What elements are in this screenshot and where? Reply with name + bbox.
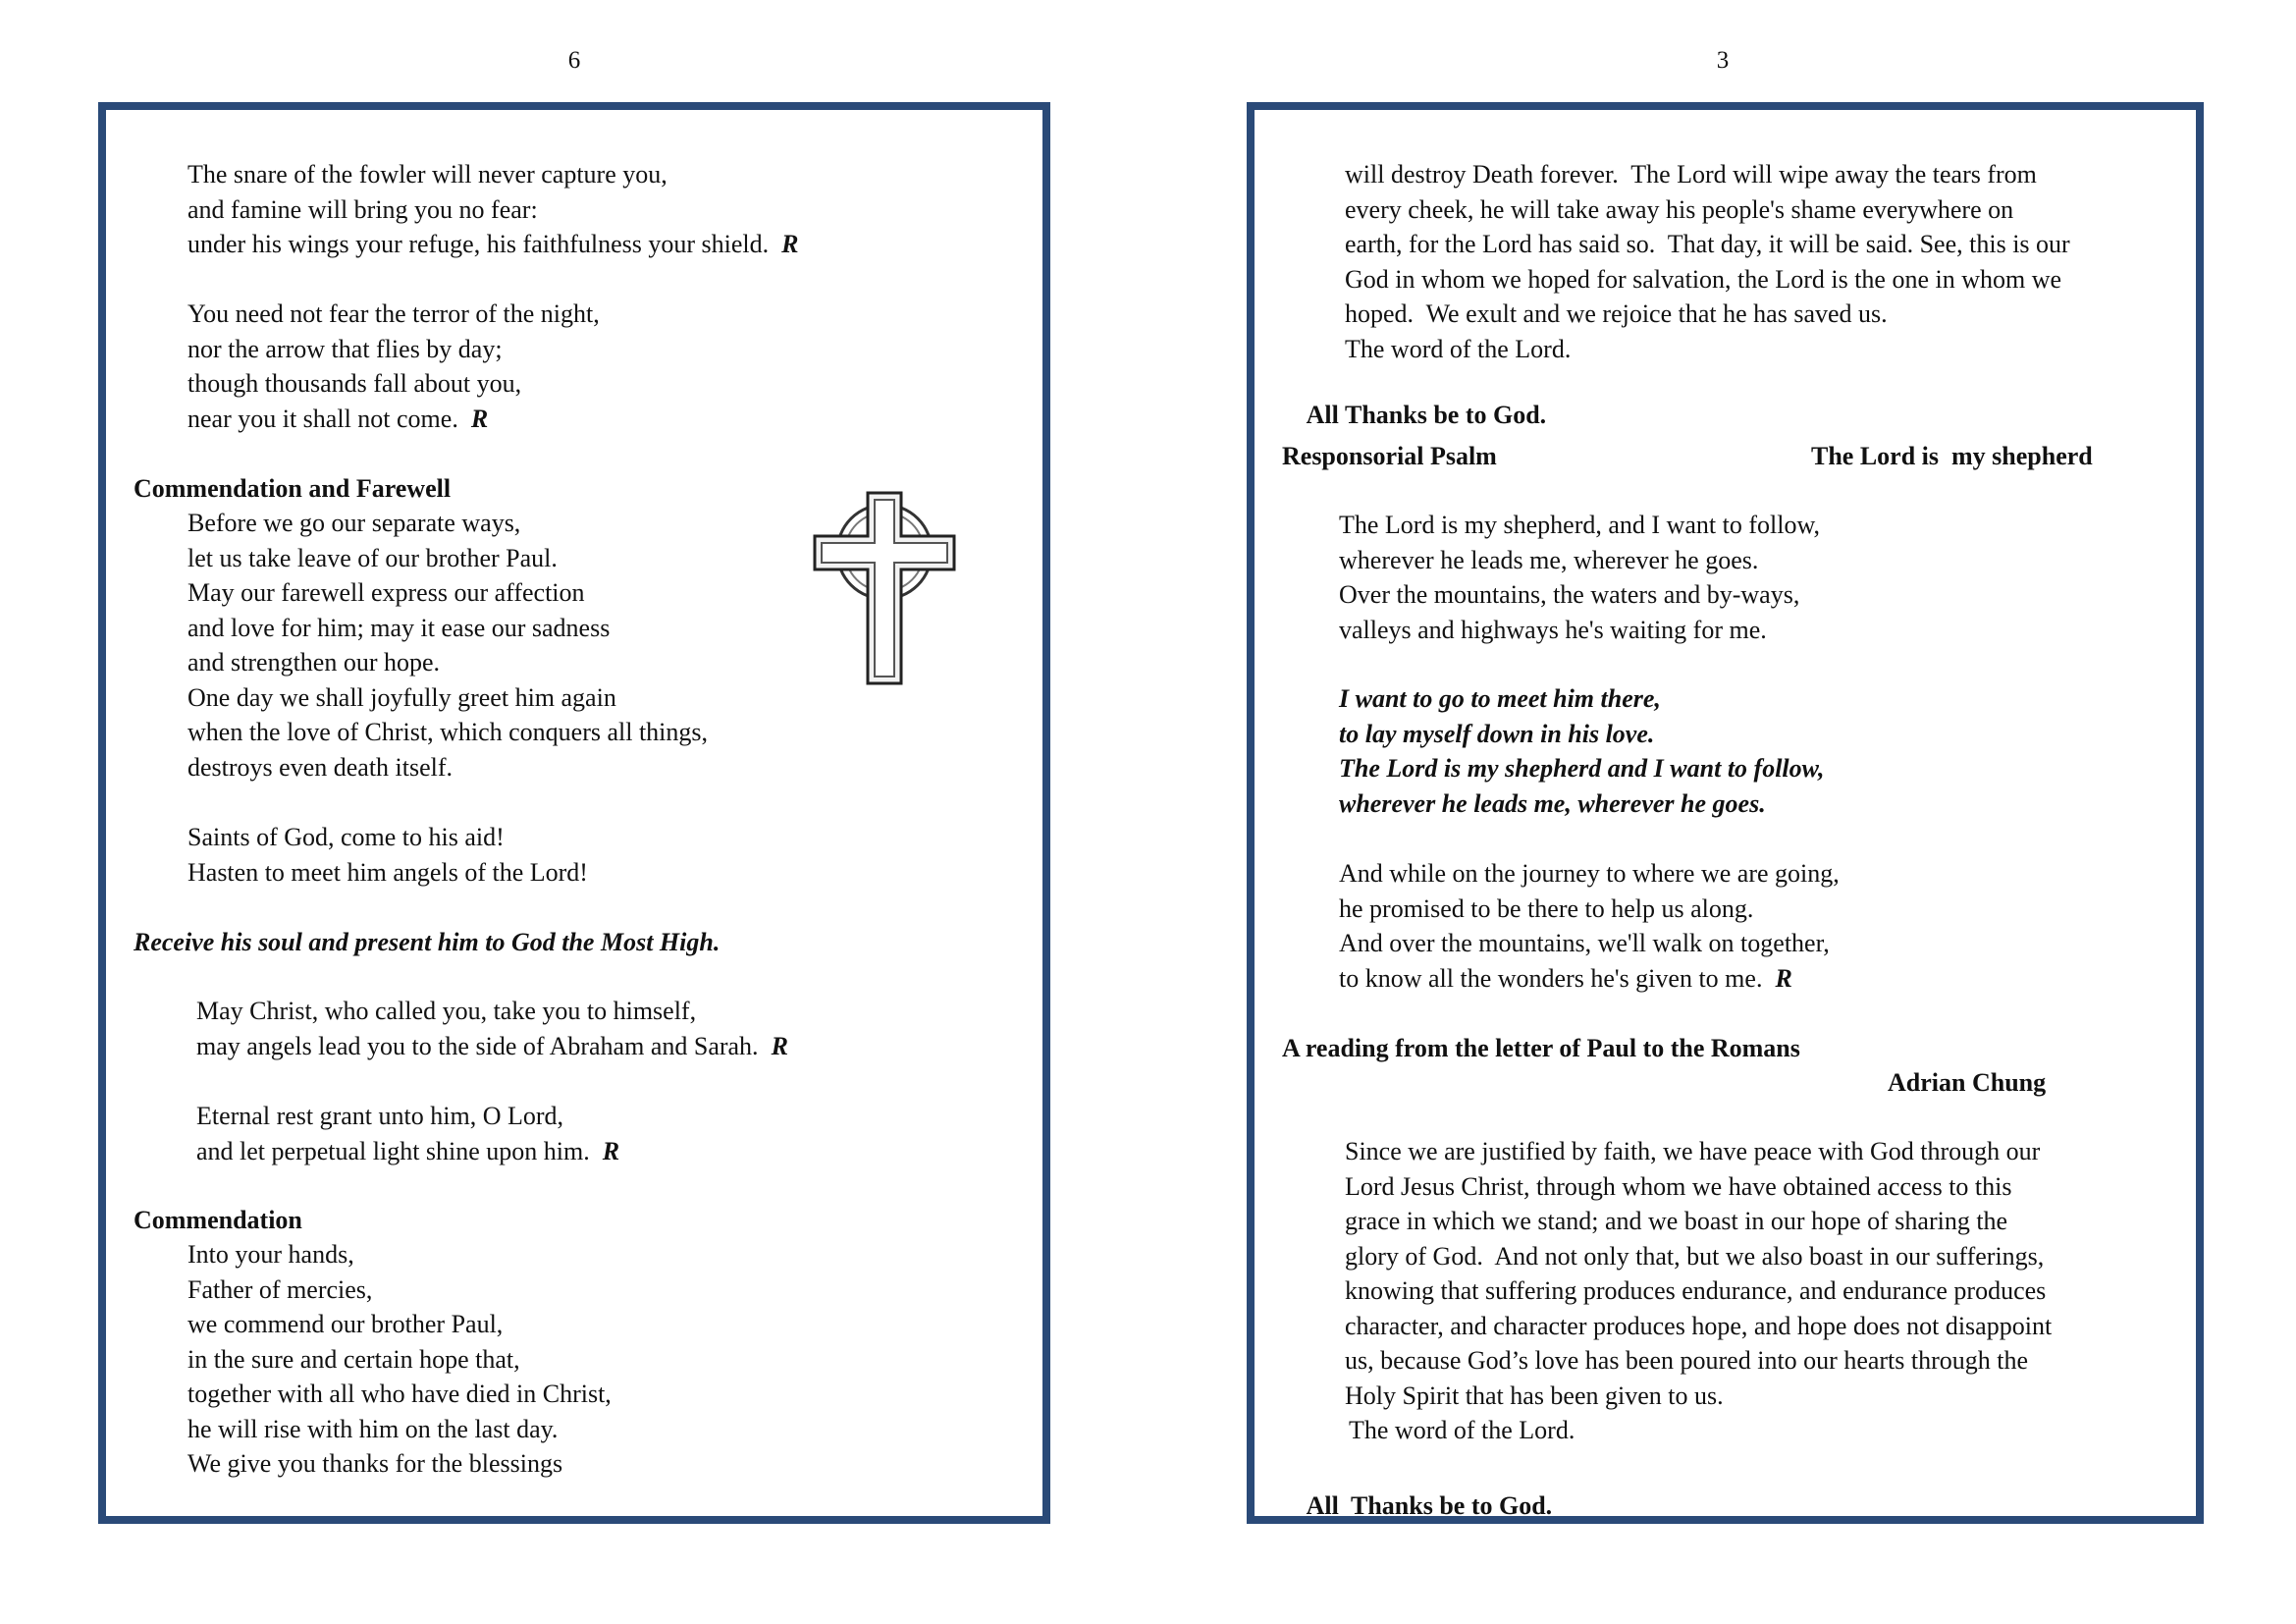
text-line: in the sure and certain hope that,: [187, 1344, 520, 1374]
commendation-farewell-heading: Commendation and Farewell: [133, 474, 452, 503]
text-line: Holy Spirit that has been given to us.: [1345, 1380, 1724, 1410]
text-line: The Lord is my shepherd and I want to follow,: [1339, 754, 1825, 783]
text-line: near you it shall not come. R: [187, 404, 489, 433]
psalm-verse-1: [1339, 508, 2196, 647]
text-line: Since we are justified by faith, we have peace with God through our: [1345, 1137, 2041, 1165]
text-line: May our farewell express our affection: [187, 578, 585, 607]
text-line: And while on the journey to where we are going,: [1339, 859, 1840, 888]
psalm-stanza-2: [187, 297, 1042, 436]
text-line: may angels lead you to the side of Abraham and Sarah. R: [196, 1031, 788, 1060]
text-line: to lay myself down in his love.: [1339, 719, 1655, 748]
first-reading-end: [1345, 157, 2176, 366]
text-line: Saints of God, come to his aid!: [187, 823, 505, 851]
psalm-title: The Lord is my shepherd: [1811, 442, 2093, 470]
response-mark: R: [1775, 963, 1792, 993]
text-line: The word of the Lord.: [1349, 1416, 1575, 1444]
page-number-left: 6: [567, 47, 581, 74]
text-line: let us take leave of our brother Paul.: [187, 543, 558, 572]
text-line: together with all who have died in Christ,: [187, 1380, 612, 1408]
text-line: character, and character produces hope, and hope does not disappoint: [1345, 1311, 2053, 1340]
text-line: knowing that suffering produces endurance, and endurance produces: [1345, 1276, 2047, 1305]
commendation-heading: Commendation: [133, 1206, 302, 1234]
response-mark: R: [771, 1031, 788, 1060]
text-line: under his wings your refuge, his faithfulness your shield. R: [187, 230, 799, 258]
text-line: Into your hands,: [187, 1240, 354, 1269]
text-line: we commend our brother Paul,: [187, 1310, 504, 1338]
text-line: though thousands fall about you,: [187, 369, 522, 398]
booklet-page-3: [1247, 102, 2204, 1524]
text-line: nor the arrow that flies by day;: [187, 334, 503, 363]
text-line: Lord Jesus Christ, through whom we have obtained access to this: [1345, 1171, 2012, 1201]
text-line: us, because God’s love has been poured into our hearts through the: [1345, 1346, 2029, 1375]
text-line: he promised to be there to help us along.: [1339, 893, 1754, 923]
text-line: You need not fear the terror of the night,: [187, 299, 600, 328]
text-line: Before we go our separate ways,: [187, 509, 521, 537]
text-line: wherever he leads me, wherever he goes.: [1339, 545, 1759, 574]
text-line: glory of God. And not only that, but we also boast in our sufferings,: [1345, 1241, 2045, 1271]
text-line: Hasten to meet him angels of the Lord!: [187, 857, 588, 887]
text-line: to know all the wonders he's given to me. R: [1339, 963, 1792, 993]
text-line: he will rise with him on the last day.: [187, 1414, 559, 1443]
text-line: hoped. We exult and we rejoice that he has saved us.: [1345, 299, 1888, 328]
text-line: The snare of the fowler will never capture you,: [187, 160, 667, 189]
text-line: when the love of Christ, which conquers all things,: [187, 718, 709, 746]
all-label: All: [1306, 1490, 1339, 1520]
response-mark: R: [470, 404, 489, 433]
psalm-refrain: [1339, 681, 2196, 821]
thanks-response: Thanks be to God.: [1351, 1490, 1553, 1520]
text-line: and strengthen our hope.: [187, 648, 441, 677]
text-line: and love for him; may it ease our sadness: [187, 613, 611, 642]
text-line: every cheek, he will take away his people's shame everywhere on: [1345, 194, 2014, 224]
booklet-page-6: [98, 102, 1050, 1524]
text-line: earth, for the Lord has said so. That day, it will be said. See, this is our: [1345, 230, 2070, 258]
response-mark: R: [602, 1136, 620, 1165]
text-line: Eternal rest grant unto him, O Lord,: [196, 1102, 564, 1130]
text-line: I want to go to meet him there,: [1339, 684, 1661, 713]
text-line: And over the mountains, we'll walk on together,: [1339, 929, 1830, 957]
commendation-prayer: [187, 1237, 1042, 1482]
text-line: God in whom we hoped for salvation, the Lord is the one in whom we: [1345, 264, 2062, 294]
text-line: will destroy Death forever. The Lord will wipe away the tears from: [1345, 160, 2037, 189]
text-line: grace in which we stand; and we boast in our hope of sharing the: [1345, 1207, 2008, 1235]
psalm-heading: Responsorial Psalm: [1282, 442, 1497, 470]
response-mark: R: [781, 230, 799, 258]
text-line: and let perpetual light shine upon him. R: [196, 1136, 620, 1165]
romans-reading: [1345, 1134, 2176, 1448]
saints-invocation: [187, 820, 1042, 890]
text-line: We give you thanks for the blessings: [187, 1449, 563, 1478]
receive-response: Receive his soul and present him to God the Most High.: [133, 928, 721, 956]
may-christ-verse: [196, 994, 1042, 1063]
psalm-verse-2: [1339, 856, 2196, 996]
text-line: The word of the Lord.: [1345, 334, 1572, 363]
all-response-2: [1282, 1453, 2196, 1558]
page-number-right: 3: [1716, 47, 1730, 74]
text-line: destroys even death itself.: [187, 752, 454, 782]
celtic-cross-icon: [811, 491, 958, 687]
text-line: and famine will bring you no fear:: [187, 194, 538, 224]
thanks-response: Thanks be to God.: [1345, 400, 1547, 429]
psalm-stanza-1: [187, 157, 1042, 262]
text-line: The Lord is my shepherd, and I want to follow,: [1339, 511, 1821, 539]
text-line: wherever he leads me, wherever he goes.: [1339, 788, 1766, 818]
reader-name: Adrian Chung: [1888, 1068, 2047, 1097]
eternal-rest-verse: [196, 1099, 1042, 1168]
text-line: May Christ, who called you, take you to himself,: [196, 997, 697, 1025]
text-line: Father of mercies,: [187, 1274, 373, 1304]
romans-heading: A reading from the letter of Paul to the Romans: [1282, 1034, 1800, 1062]
text-line: Over the mountains, the waters and by-ways,: [1339, 580, 1800, 609]
text-line: valleys and highways he's waiting for me.: [1339, 615, 1767, 644]
text-line: One day we shall joyfully greet him again: [187, 682, 616, 712]
all-label: All: [1306, 400, 1339, 429]
